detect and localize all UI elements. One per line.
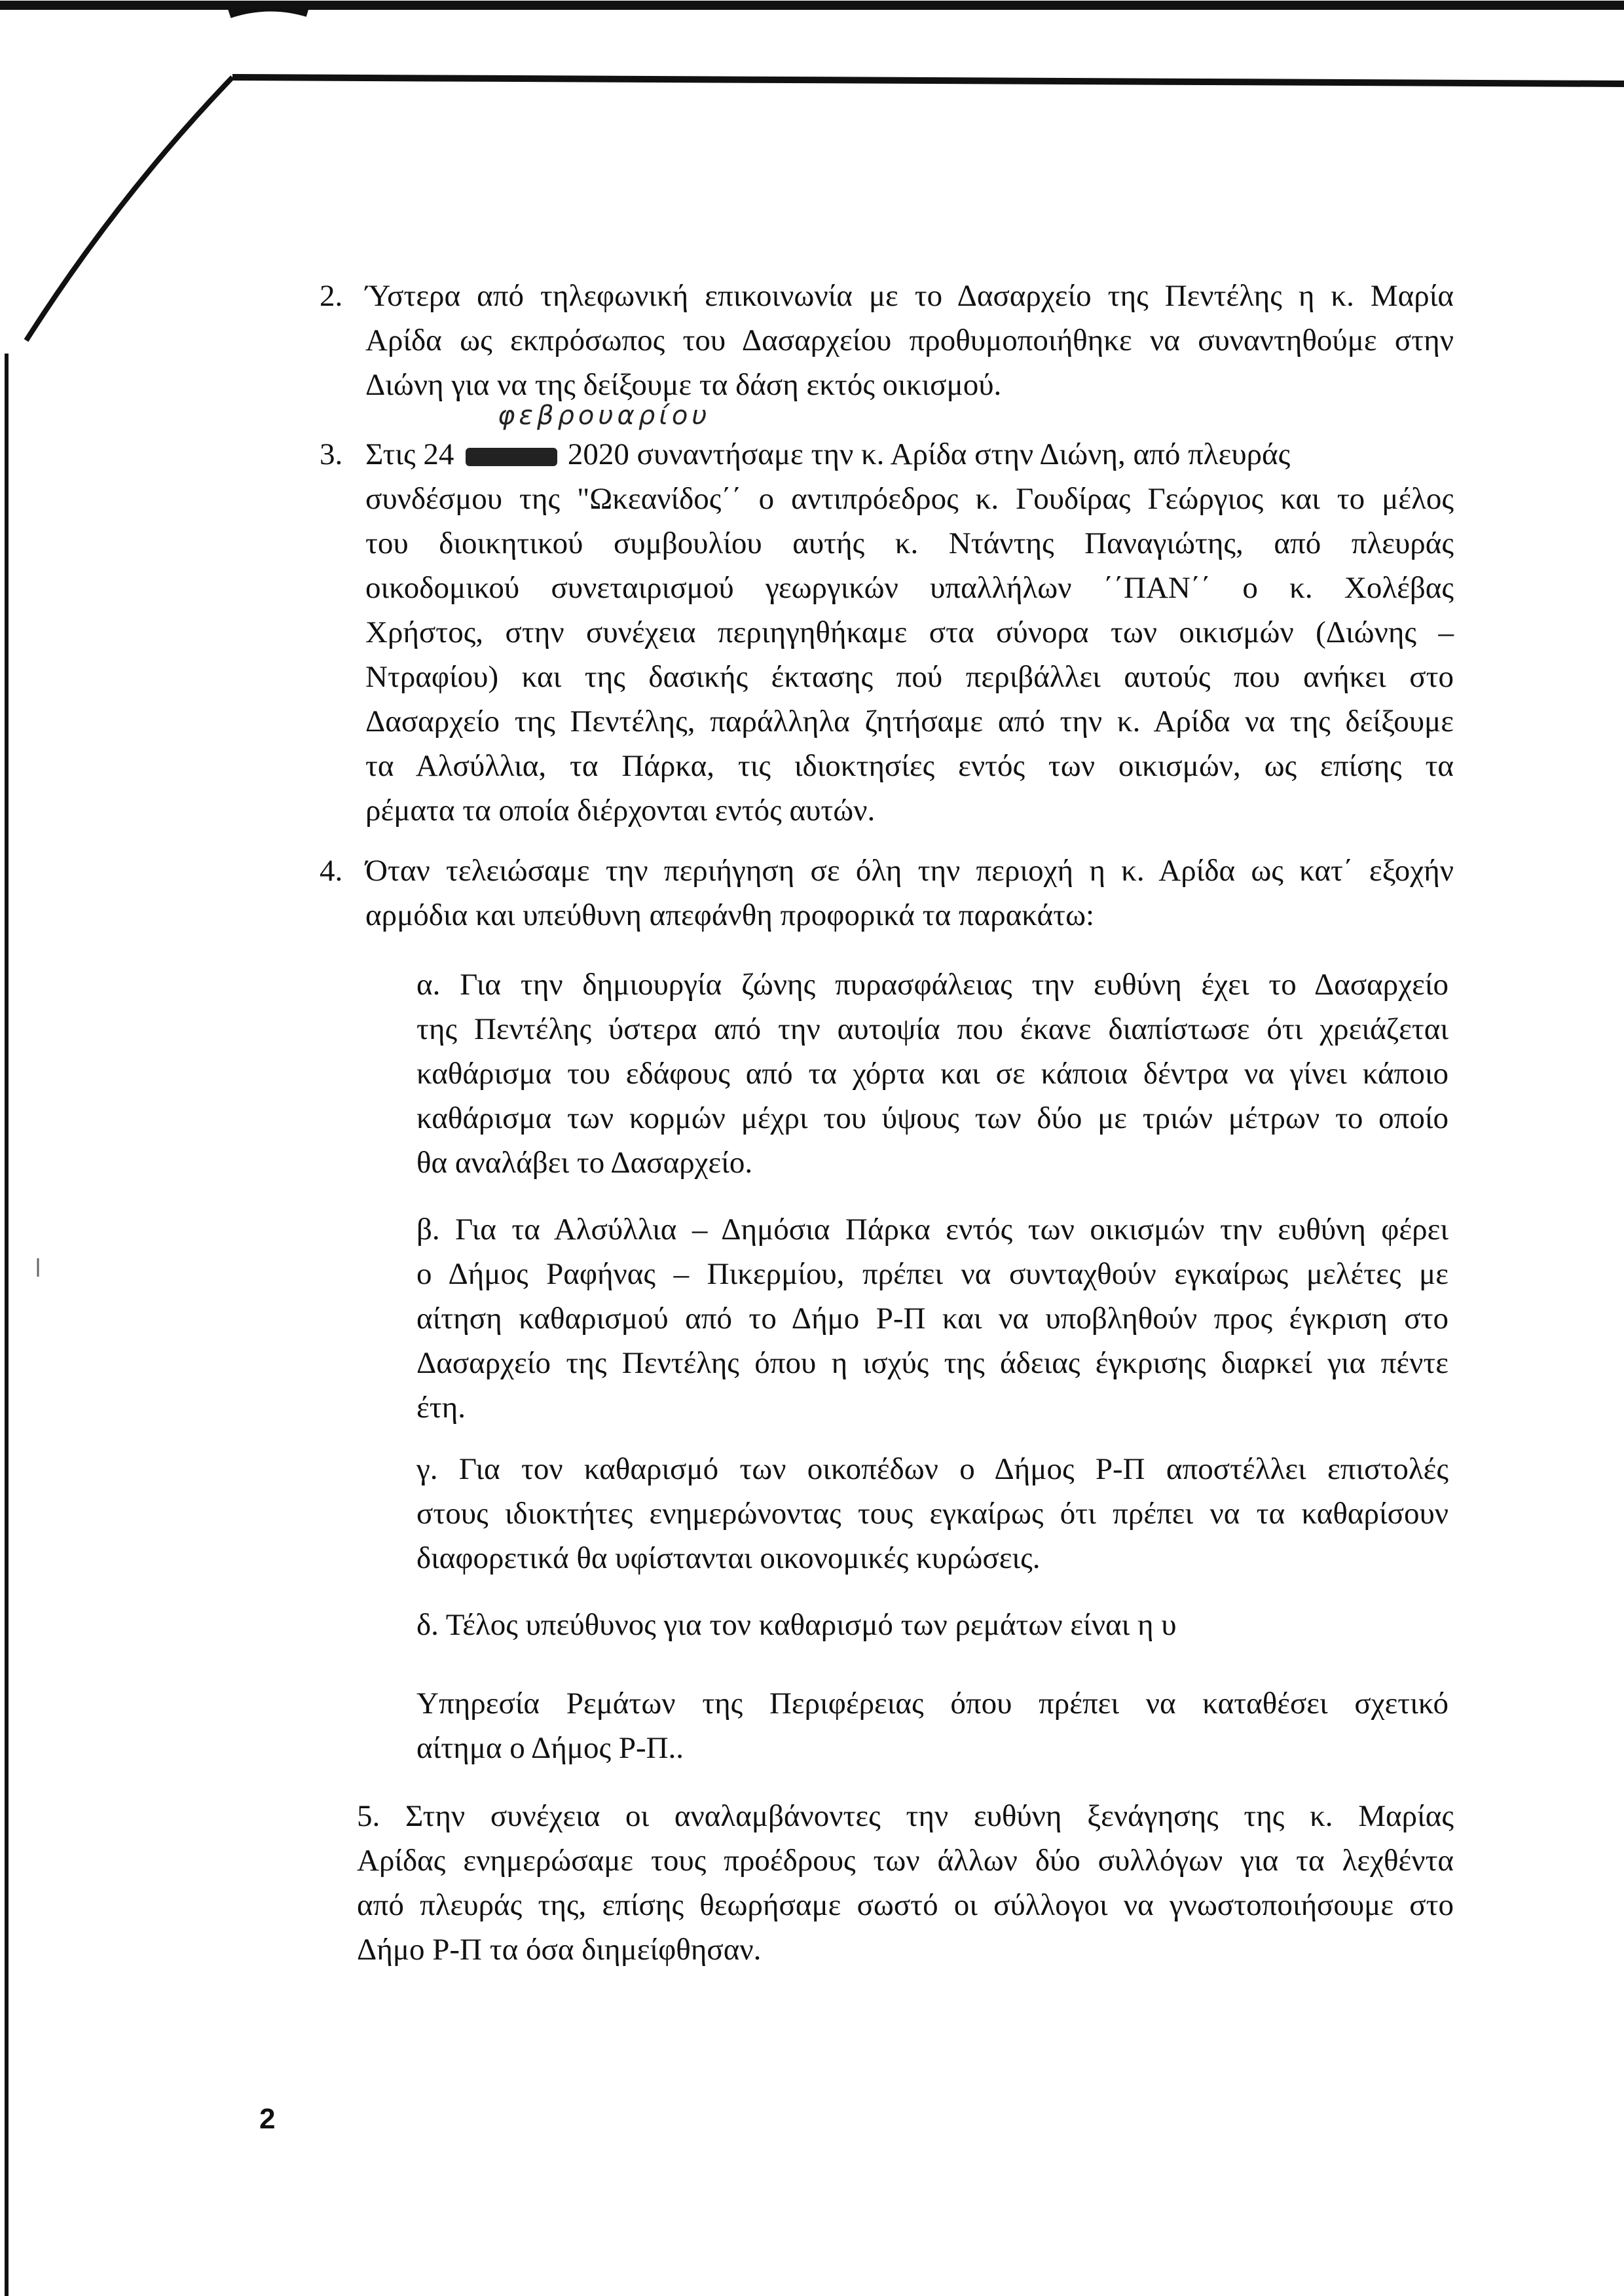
text-line: Αρίδας ενημερώσαμε τους προέδρους των άλλων δύο συλλόγων για τα λεχθέντα [357, 1844, 1454, 1878]
text-line: ρέματα τα οποία διέρχονται εντός αυτών. [365, 793, 876, 828]
text-line: 5. Στην συνέχεια οι αναλαμβάνοντες την ευθύνη ξενάγησης της κ. Μαρίας [357, 1799, 1454, 1833]
text-line: Ντραφίου) και της δασικής έκτασης πού περιβάλλει αυτούς που ανήκει στο [365, 660, 1454, 694]
date-rest: 2020 συναντήσαμε την κ. Αρίδα στην Διώνη, από πλευράς [567, 437, 1291, 471]
item-number: 3. [320, 437, 343, 471]
item-number: 4. [320, 854, 343, 888]
text-line: Υπηρεσία Ρεμάτων της Περιφέρειας όπου πρέπει να καταθέσει σχετικό [416, 1686, 1449, 1721]
paragraph-item-4 [365, 848, 1454, 938]
text-line: στους ιδιοκτήτες ενημερώνοντας τους εγκαίρως ότι πρέπει να τα καθαρίσουν [416, 1497, 1449, 1531]
struck-out-month [462, 444, 560, 470]
text-line: Δήμο Ρ-Π τα όσα διημείφθησαν. [357, 1933, 762, 1967]
text-line: της Πεντέλης ύστερα από την αυτοψία που έκανε διαπίστωσε ότι χρειάζεται [416, 1012, 1449, 1046]
text-line: ο Δήμος Ραφήνας – Πικερμίου, πρέπει να συνταχθούν εγκαίρως μελέτες με [416, 1257, 1449, 1291]
text-line: Όταν τελειώσαμε την περιήγηση σε όλη την περιοχή η κ. Αρίδα ως κατ΄ εξοχήν [365, 854, 1454, 888]
text-line: του διοικητικού συμβουλίου αυτής κ. Ντάντης Παναγιώτης, από πλευράς [365, 526, 1454, 560]
text-line: β. Για τα Αλσύλλια – Δημόσια Πάρκα εντός των οικισμών την ευθύνη φέρει [416, 1212, 1449, 1247]
subitem-d-continuation [416, 1681, 1449, 1770]
subitem-d [416, 1603, 1449, 1647]
handwritten-correction: φεβρουαρίου [498, 401, 711, 431]
item-number: 2. [320, 279, 343, 313]
subitem-c [416, 1447, 1449, 1580]
item-3-first-line [365, 432, 1454, 477]
paragraph-item-3 [365, 477, 1454, 833]
paragraph-item-5 [357, 1794, 1454, 1972]
text-line: συνδέσμου της "Ωκεανίδος΄΄ ο αντιπρόεδρος κ. Γουδίρας Γεώργιος και το μέλος [365, 482, 1454, 516]
text-line: Αρίδα ως εκπρόσωπος του Δασαρχείου προθυμοποιήθηκε να συναντηθούμε στην [365, 323, 1454, 357]
text-line: Ύστερα από τηλεφωνική επικοινωνία με το Δασαρχείο της Πεντέλης η κ. Μαρία [365, 279, 1454, 313]
subitem-b [416, 1207, 1449, 1430]
subitem-a [416, 962, 1449, 1185]
text-line: γ. Για τον καθαρισμό των οικοπέδων ο Δήμος Ρ-Π αποστέλλει επιστολές [416, 1452, 1449, 1486]
text-line: καθάρισμα του εδάφους από τα χόρτα και σε κάποια δέντρα να γίνει κάποιο [416, 1057, 1449, 1091]
text-line: διαφορετικά θα υφίστανται οικονομικές κυρώσεις. [416, 1541, 1041, 1575]
text-line: αίτηση καθαρισμού από το Δήμο Ρ-Π και να υποβληθούν προς έγκριση στο [416, 1302, 1449, 1336]
page-number: 2 [259, 2103, 276, 2135]
paragraph-item-2 [365, 274, 1454, 407]
text-line: οικοδομικού συνεταιρισμού γεωργικών υπαλλήλων ΄΄ΠΑΝ΄΄ ο κ. Χολέβας [365, 571, 1454, 605]
text-line: α. Για την δημιουργία ζώνης πυρασφάλειας την ευθύνη έχει το Δασαρχείο [416, 968, 1449, 1002]
text-line: αίτημα ο Δήμος Ρ-Π.. [416, 1731, 684, 1765]
text-line: καθάρισμα των κορμών μέχρι του ύψους των δύο με τριών μέτρων το οποίο [416, 1101, 1449, 1135]
text-line: από πλευράς της, επίσης θεωρήσαμε σωστό οι σύλλογοι να γνωστοποιήσουμε στο [357, 1888, 1454, 1922]
text-line: Χρήστος, στην συνέχεια περιηγηθήκαμε στα σύνορα των οικισμών (Διώνης – [365, 615, 1454, 649]
text-line: Δασαρχείο της Πεντέλης, παράλληλα ζητήσαμε από την κ. Αρίδα να της δείξουμε [365, 704, 1454, 738]
date-prefix: Στις 24 [365, 437, 454, 471]
text-line: αρμόδια και υπεύθυνη απεφάνθη προφορικά τα παρακάτω: [365, 898, 1095, 932]
text-line: Διώνη για να της δείξουμε τα δάση εκτός οικισμού. [365, 368, 1002, 402]
text-line: έτη. [416, 1391, 466, 1425]
text-line: τα Αλσύλλια, τα Πάρκα, τις ιδιοκτησίες εντός των οικισμών, ως επίσης τα [365, 749, 1454, 783]
text-line: θα αναλάβει το Δασαρχείο. [416, 1146, 753, 1180]
text-line: δ. Τέλος υπεύθυνος για τον καθαρισμό των ρεμάτων είναι η υ [416, 1608, 1177, 1642]
text-line: Δασαρχείο της Πεντέλης όπου η ισχύς της άδειας έγκρισης διαρκεί για πέντε [416, 1346, 1449, 1380]
